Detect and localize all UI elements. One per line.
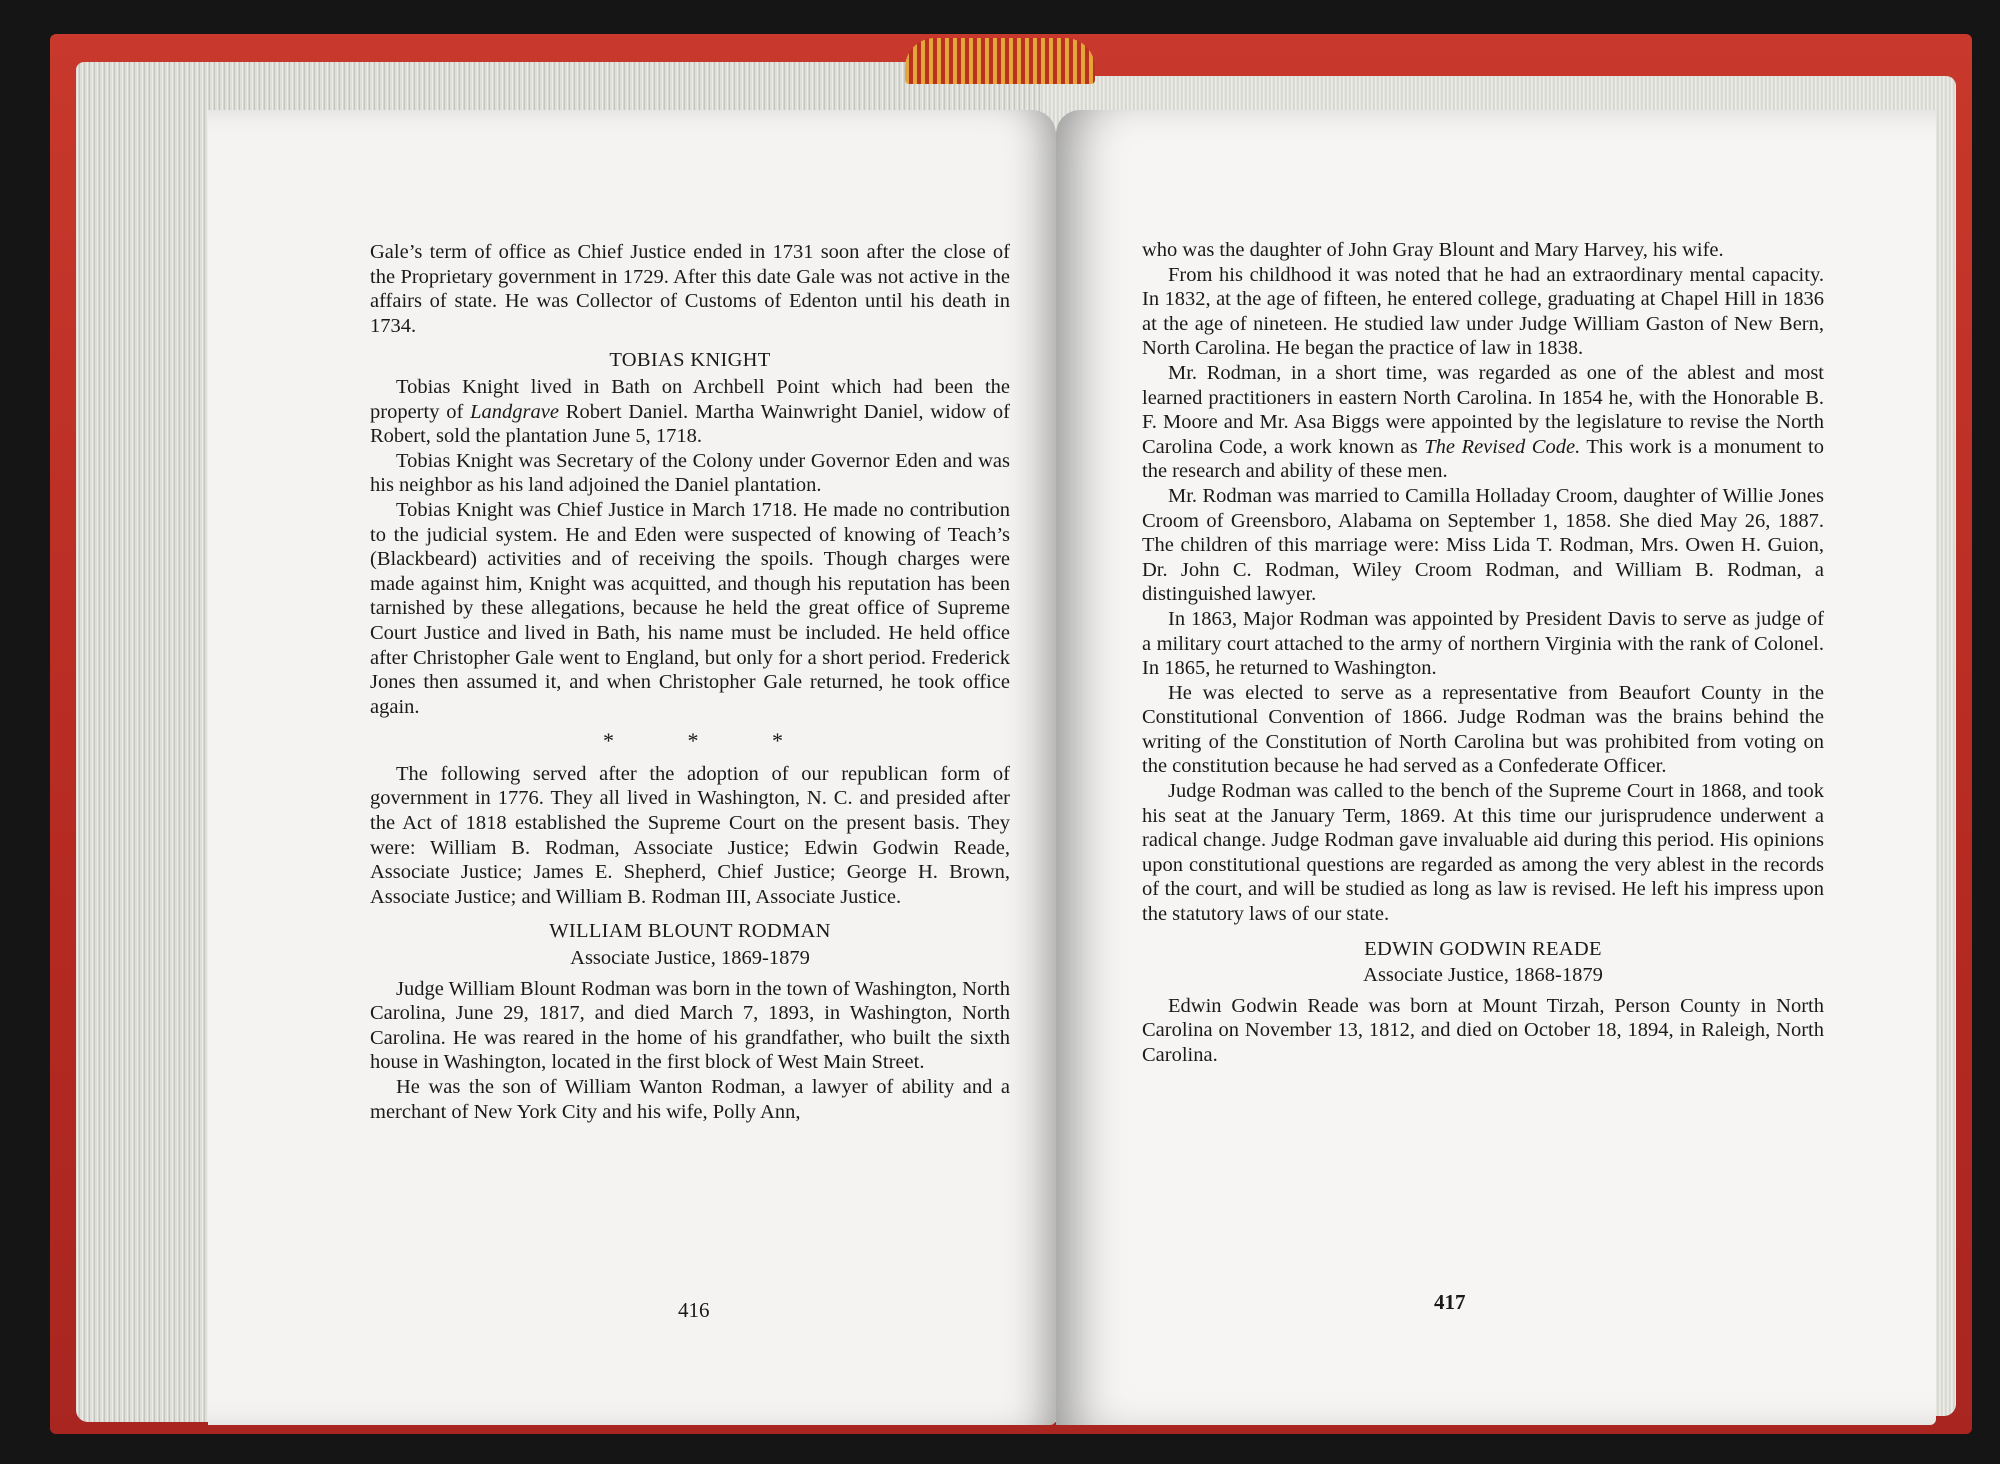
military-court-paragraph: In 1863, Major Rodman was appointed by President Davis to serve as judge of a military court attached to the army of northern Virginia with the rank of Colonel. In 1865, he returned to Washington. <box>1142 607 1824 680</box>
subhead-rodman-term: Associate Justice, 1869-1879 <box>570 947 810 970</box>
childhood-paragraph: From his childhood it was noted that he had an extraordinary mental capacity. In 1832, at the age of fifteen, he entered college, graduating at Chapel Hill in 1836 at the age of nineteen. He studied law under Judge William Gaston of New Bern, North Carolina. He began the practice of law in 1838. <box>1142 263 1824 360</box>
right-page <box>1056 110 1936 1425</box>
rodman-paragraph-2: He was the son of William Wanton Rodman, a lawyer of ability and a merchant of New York City and his wife, Polly Ann, <box>370 1076 1010 1123</box>
p3-after: This work is a monument to the research and ability of these men. <box>1142 435 1824 483</box>
p3-before: Mr. Rodman, in a short time, was regarded as one of the ablest and most learned practitioners in eastern North Carolina. In 1854 he, with the Honorable B. F. Moore and Mr. Asa Biggs were appointed by the legislature to revise the North Carolina Code, a work known as <box>1142 361 1824 458</box>
page-number-right: 417 <box>1434 1290 1466 1314</box>
knight-paragraph-2: Tobias Knight was Secretary of the Colony under Governor Eden and was his neighbor as his land adjoined the Daniel plantation. <box>370 449 1010 497</box>
page-number-left: 416 <box>678 1298 710 1322</box>
right-page-text <box>1142 238 1824 1068</box>
intro-paragraph: Gale’s term of office as Chief Justice ended in 1731 soon after the close of the Proprietary government in 1729. After this date Gale was not active in the affairs of state. He was Collector of Customs of Edenton until his death in 1734. <box>370 241 1010 337</box>
heading-william-blount-rodman: WILLIAM BLOUNT RODMAN <box>549 920 831 943</box>
subhead-reade-term: Associate Justice, 1868-1879 <box>1363 964 1603 987</box>
marriage-paragraph: Mr. Rodman was married to Camilla Holladay Croom, daughter of Willie Jones Croom of Greensboro, Alabama on September 1, 1858. She died May 26, 1887. The children of this marriage were: Miss Lida T. Rodman, Mrs. Owen H. Guion, Dr. John C. Rodman, Wiley Croom Rodman, and William B. Rodman, a distinguished lawyer. <box>1142 484 1824 606</box>
left-page <box>208 110 1056 1425</box>
convention-paragraph: He was elected to serve as a representative from Beaufort County in the Constitutional Convention of 1866. Judge Rodman was the brains behind the writing of the Constitution of North Carolina but was prohibited from voting on the constitution because he had served as a Confederate Officer. <box>1142 681 1824 778</box>
section-break-stars: * * * <box>603 728 817 754</box>
continuation-paragraph: who was the daughter of John Gray Blount and Mary Harvey, his wife. <box>1142 239 1724 261</box>
knight-paragraph-3: Tobias Knight was Chief Justice in March 1718. He made no contribution to the judicial system. He and Eden were suspected of knowing of Teach’s (Blackbeard) activities and of receiving the spoils. Though charges were made against him, Knight was acquitted, and though his reputation has been tarnished by these allegations, because he held the great office of Supreme Court Justice and lived in Bath, his name must be included. He held office after Christopher Gale went to England, but only for a short period. Frederick Jones then assumed it, and when Christopher Gale returned, he took office again. <box>370 498 1010 718</box>
left-page-text <box>370 240 1010 1124</box>
practitioner-paragraph <box>1142 361 1824 484</box>
heading-edwin-godwin-reade: EDWIN GODWIN READE <box>1364 937 1602 960</box>
headband <box>905 38 1095 84</box>
revised-code-title: The Revised Code. <box>1424 435 1581 458</box>
knight-p1-before: Tobias Knight lived in Bath on Archbell Point which had been the property of <box>370 375 1010 423</box>
republic-paragraph: The following served after the adoption of our republican form of government in 1776. They all lived in Washington, N. C. and presided after the Act of 1818 established the Supreme Court on the present basis. They were: William B. Rodman, Associate Justice; Edwin Godwin Reade, Associate Justice; James E. Shepherd, Chief Justice; George H. Brown, Associate Justice; and William B. Rodman III, Associate Justice. <box>370 762 1010 908</box>
knight-paragraph-1 <box>370 375 1010 449</box>
reade-paragraph: Edwin Godwin Reade was born at Mount Tirzah, Person County in North Carolina on November 13, 1812, and died on October 18, 1894, in Raleigh, North Carolina. <box>1142 994 1824 1066</box>
supreme-court-paragraph: Judge Rodman was called to the bench of the Supreme Court in 1868, and took his seat at the January Term, 1869. At this time our jurisprudence underwent a radical change. Judge Rodman gave invaluable aid during this period. His opinions upon constitutional questions are regarded as among the very ablest in the records of the court, and will be studied as long as law is revised. He left his impress upon the statutory laws of our state. <box>1142 780 1824 926</box>
heading-tobias-knight: TOBIAS KNIGHT <box>609 349 771 372</box>
knight-p1-italic: Landgrave <box>470 400 559 423</box>
rodman-paragraph-1: Judge William Blount Rodman was born in the town of Washington, North Carolina, June 29, 1817, and died March 7, 1893, in Washington, North Carolina. He was reared in the home of his grandfather, who built the sixth house in Washington, located in the first block of West Main Street. <box>370 977 1010 1074</box>
knight-p1-after: Robert Daniel. Martha Wainwright Daniel, widow of Robert, sold the plantation June 5, 1718. <box>370 400 1010 448</box>
